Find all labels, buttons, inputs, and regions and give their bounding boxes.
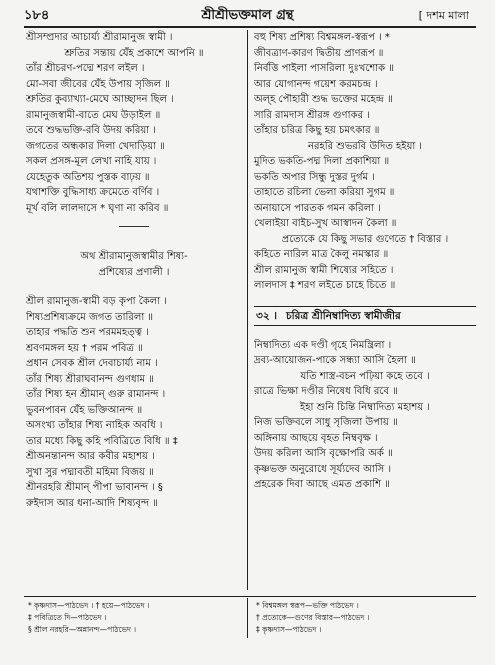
- verse-line: উদয় করিলা আসি বৃক্ষোপরি অর্ক ॥: [254, 448, 393, 459]
- verse-line: জীবত্রাণ-কারণ দ্বিতীয় প্রাণরূপ ॥: [254, 47, 384, 59]
- verse-line: দ্রব্য-আয়োজন-পাকে সন্ধ্যা আসি হৈলা ॥: [254, 355, 416, 366]
- left-column: [26, 30, 242, 511]
- verse-line: ভুবনপাবন যেঁহ ভক্তিআনন্দ ॥: [26, 404, 143, 416]
- verse-line: নরহরি শুভরবি উদিত হইয়া ।: [307, 140, 422, 152]
- verse-line: ইহা শুনি চিন্তি নিম্বাদিত্য মহাশয় ।: [300, 401, 430, 413]
- verse-line: যতি শাস্ত্র-বচন পঢ়িয়া কহে তবে ।: [300, 370, 430, 382]
- verse-line: শ্রীল রামানুজ-স্বামী বড় কৃপা কৈলা ।: [26, 296, 167, 307]
- verse-line: আর যোগানন্দ গয়েশ করমচন্দ্র ।: [254, 78, 378, 90]
- column-divider: [247, 30, 248, 590]
- verse-line: প্রহরেক দিবা আছে এমত প্রকাশি ॥: [254, 479, 390, 490]
- chapter-number: ৩২ ।: [256, 309, 278, 322]
- page-number: ১৮৪: [24, 8, 50, 23]
- verse-line: অল্হ পৌহারী শুদ্ধ ভক্তের মহেন্দ্র ॥: [254, 94, 393, 105]
- verse-line: তাহার পদ্ধতি শুন পরমমহত্ত্ব ।: [26, 327, 149, 338]
- verse-line: রাত্রে ভিক্ষা দণ্ডীর নিষেধ বিধি রবে ॥: [254, 386, 398, 397]
- page-header: [0, 4, 495, 26]
- footnote-right: * বিশ্বমঙ্গল স্বরূপ—ভক্তি পাঠভেদ ।: [256, 601, 359, 610]
- verse-line: তাঁর শিষ্য হন শ্রীমান্ গুরু রামানন্দ ।: [26, 389, 166, 400]
- verse-line: যেহেতুক অতিশয় পুস্তক বাঢ়য় ॥: [26, 171, 150, 183]
- chapter-heading: [254, 306, 476, 326]
- footnote-left: ‡ পবিত্রিতে দি—পাঠভেদ ।: [28, 613, 107, 622]
- verse-line: শ্রুতির সন্তায় যেঁহ প্রকাশে আপনি ॥: [64, 47, 204, 59]
- verse-line: নির্বত্তি পাইলা পাসরিলা দুঃখশোক ॥: [254, 63, 395, 74]
- footnote-right: ‡ কৃষ্ণদাস—পাঠভেদ ।: [256, 625, 322, 634]
- verse-line: সকল প্রসঙ্গ-মূল লেখা নাহি যায় ।: [26, 156, 157, 167]
- footnote-right: † প্রত্যেকে—গুণের বিস্তার—পাঠভেদ ।: [256, 613, 370, 622]
- header-rule: [24, 26, 476, 28]
- verse-line: অসংখ্য তাঁহার শিষ্য নাহিক অবধি ।: [26, 420, 163, 431]
- verse-line: মুদিত ভকতি-পদ্ম দিলা প্রকাশিয়া ॥: [254, 156, 390, 167]
- verse-line: প্রত্যেকে যে কিছু সভার গুণেতে † বিস্তার ।: [281, 233, 449, 245]
- verse-line: শ্রীল রামানুজ স্বামী শিষ্যের সহিতে ।: [254, 264, 394, 276]
- verse-line: তাঁর শিষ্য শ্রীরাঘবানন্দ গুণধাম ॥: [26, 373, 154, 385]
- verse-line: তাঁহার চরিত্র কিছু হয় চমৎকার ॥: [254, 125, 380, 136]
- verse-line: নিজ ভক্তিবলে সাধু সৃজিলা উপায় ॥: [254, 417, 398, 428]
- verse-line: তবে শুদ্ধভক্তি-রবি উদয় করিয়া ।: [26, 125, 156, 136]
- verse-line: অনায়াসে পারতক গমন করিলা ।: [254, 202, 381, 214]
- verse-line: জগতের অন্ধকার দিলা খেদাড়িয়া ॥: [26, 140, 165, 152]
- footnote-rule: [24, 596, 476, 597]
- verse-line: বহু শিষ্য প্রশিষ্য বিশ্বমঙ্গল-স্বরূপ । *: [254, 32, 390, 43]
- verse-line: কৃষ্ণভক্ত অনুরোধে সূর্য্যদেব আসি ।: [254, 463, 392, 475]
- verse-line: লালদাস ‡ শরণ লইতে চাহে চিতে ॥: [254, 280, 396, 291]
- verse-line: যথাশক্তি বুদ্ধিসাধ্য ক্রমেতে বর্ণিব ।: [26, 187, 160, 198]
- verse-line: অঙ্গিনায় আছয়ে বৃহত নিম্ববৃক্ষ ।: [254, 432, 378, 444]
- chapter-title: চরিত্র শ্রীনিম্বাদিত্য স্বামীজীর: [286, 309, 401, 322]
- verse-line: রামানুজস্বামী-বাতে মেঘ উড়াইল ॥: [26, 109, 161, 121]
- verse-line: রুইদাস আর ধনা-আদি শিষ্যবৃন্দ ॥: [26, 497, 158, 509]
- section-heading: অথ শ্রীরামানুজস্বামীর শিষ্য-: [80, 251, 188, 262]
- verse-line: শ্রীঅনন্তানন্দ আর কবীর মহাশয় ।: [26, 451, 155, 462]
- footnote-left: * কৃষ্ণদাস—পাঠভেদ । † হয়ে—পাঠভেদ ।: [28, 601, 150, 610]
- verse-line: শ্রুতির কুব্যাখ্যা-মেঘে আচ্ছাদন ছিল ।: [26, 94, 174, 105]
- running-title: শ্রীশ্রীভক্তমাল গ্রন্থ: [201, 8, 294, 23]
- verse-line: মূর্খ বলি লালদাসে * ঘৃণা না করিব ॥: [26, 202, 169, 214]
- verse-line: শ্রবণমঙ্গল হয় † পরম পবিত্র ॥: [26, 342, 143, 354]
- verse-line: মো-সবা জীবের যেঁহ উপায় সৃজিল ॥: [26, 78, 170, 90]
- footnote-divider: [247, 598, 248, 638]
- right-column: [254, 30, 476, 493]
- verse-line: শ্রীনরহরি শ্রীমান্ পীপা ভাবানন্দ । §: [26, 482, 163, 493]
- verse-line: ভকতি অপার সিন্ধু দুস্তর দুর্গম ।: [254, 171, 375, 183]
- verse-line: সুখা সুর পদ্মাবতী মহিমা বিজয় ॥: [26, 466, 154, 478]
- section-heading: প্রশিষ্যের প্রণালী ।: [98, 266, 170, 278]
- verse-line: নিম্বাদিত্য এক দণ্ডী গৃহে নিমন্ত্রিলা ।: [254, 339, 392, 351]
- verse-line: খেলাইয়া বাইচ-সুখ আস্বাদন কৈলা ॥: [254, 218, 397, 229]
- verse-line: প্রধান সেবক শ্রীল দেবাচার্য্য নাম ।: [26, 358, 158, 369]
- verse-line: তাঁর শ্রীচরণ-পদ্মে শরণ লইল ।: [26, 63, 145, 74]
- footnote-left: § শ্রীল নরহরি—অন্নানন্দ—পাঠভেদ ।: [28, 625, 137, 634]
- verse-line: কহিতে নারিল মাত্র কৈলু নমস্কার ॥: [254, 249, 389, 260]
- chapter-label: [ দশম মালা: [418, 9, 469, 22]
- verse-line: তাহাতে রচিলা ভেলা করিয়া সুগম ॥: [254, 187, 395, 198]
- verse-line: তার মধ্যে কিছু কহি পবিত্রিতে বিধি ॥ ‡: [26, 435, 178, 447]
- verse-line: শ্রীসম্প্রদার আচার্য্য শ্রীরামানুজ স্বামী ।: [26, 32, 173, 43]
- verse-line: সারি রামদাস শ্রীরঙ্গ গুণাকর ।: [254, 109, 370, 121]
- verse-line: শিষ্যপ্রশিষ্যক্রমে জগত তারিলা ॥: [26, 311, 154, 323]
